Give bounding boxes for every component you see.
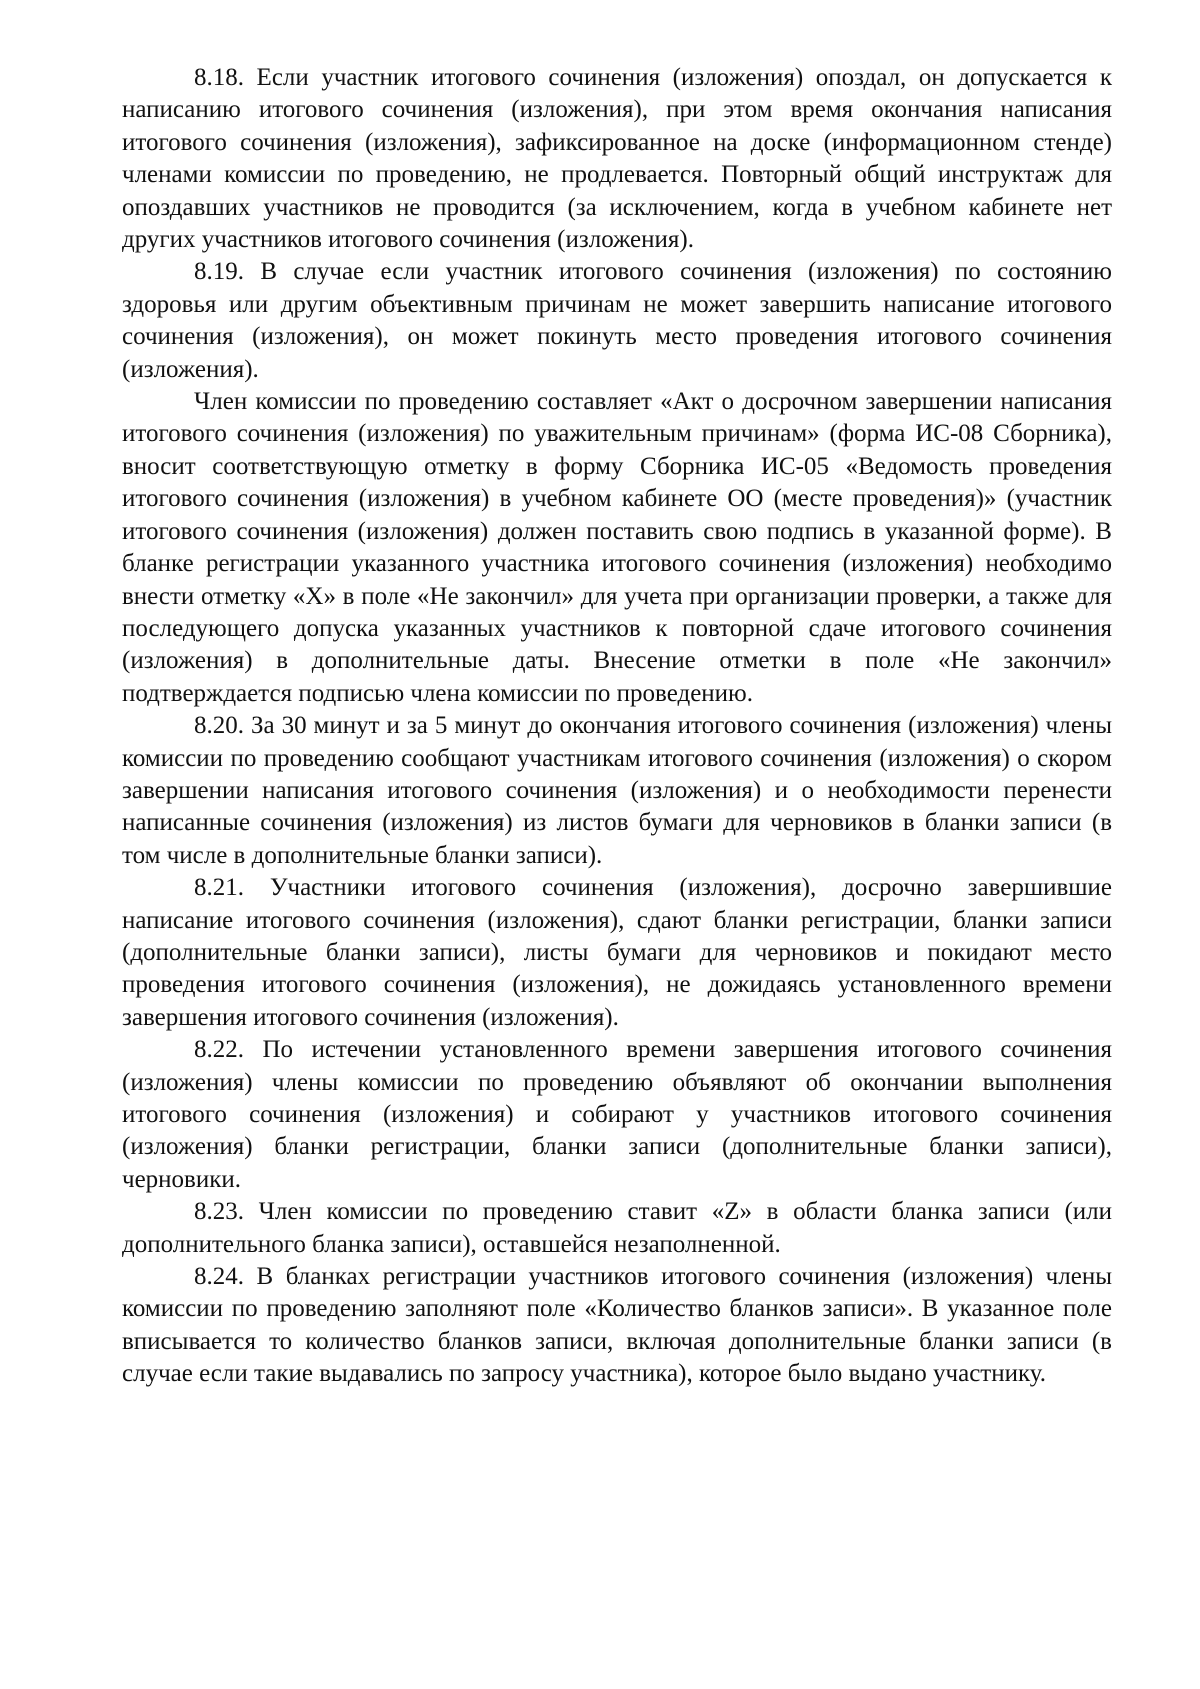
paragraph-act-early-completion: Член комиссии по проведению составляет «Акт о досрочном завершении написания итогового сочинения (изложения) по уважительным причинам» (форма ИС-08 Сборника), вносит соответствующую отметку в форму Сборника ИС-05 «Ведомость проведения итогового сочинения (изложения) в учебном кабинете ОО (месте проведения)» (участник итогового сочинения (изложения) должен поставить свою подпись в указанной форме). В бланке регистрации указанного участника итогового сочинения (изложения) необходимо внести отметку «X» в поле «Не закончил» для учета при организации проверки, а также для последующего допуска указанных участников к повторной сдаче итогового сочинения (изложения) в дополнительные даты. Внесение отметки в поле «Не закончил» подтверждается подписью члена комиссии по проведению. [122, 388, 1112, 707]
paragraph-8-19: 8.19. В случае если участник итогового сочинения (изложения) по состоянию здоровья или другим объективным причинам не может завершить написание итогового сочинения (изложения), он может покинуть место проведения итогового сочинения (изложения). [122, 258, 1112, 383]
paragraph-8-24: 8.24. В бланках регистрации участников итогового сочинения (изложения) члены комиссии по проведению заполняют поле «Количество бланков записи». В указанное поле вписывается то количество бланков записи, включая дополнительные бланки записи (в случае если такие выдавались по запросу участника), которое было выдано участнику. [122, 1263, 1112, 1388]
paragraph-8-20: 8.20. За 30 минут и за 5 минут до окончания итогового сочинения (изложения) члены комиссии по проведению сообщают участникам итогового сочинения (изложения) о скором завершении написания итогового сочинения (изложения) и о необходимости перенести написанные сочинения (изложения) из листов бумаги для черновиков в бланки записи (в том числе в дополнительные бланки записи). [122, 712, 1112, 869]
paragraph-8-23: 8.23. Член комиссии по проведению ставит «Z» в области бланка записи (или дополнительного бланка записи), оставшейся незаполненной. [122, 1198, 1112, 1258]
paragraph-8-22: 8.22. По истечении установленного времени завершения итогового сочинения (изложения) члены комиссии по проведению объявляют об окончании выполнения итогового сочинения (изложения) и собирают у участников итогового сочинения (изложения) бланки регистрации, бланки записи (дополнительные бланки записи), черновики. [122, 1036, 1112, 1193]
paragraph-8-18: 8.18. Если участник итогового сочинения (изложения) опоздал, он допускается к написанию итогового сочинения (изложения), при этом время окончания написания итогового сочинения (изложения), зафиксированное на доске (информационном стенде) членами комиссии по проведению, не продлевается. Повторный общий инструктаж для опоздавших участников не проводится (за исключением, когда в учебном кабинете нет других участников итогового сочинения (изложения). [122, 64, 1112, 254]
paragraph-8-21: 8.21. Участники итогового сочинения (изложения), досрочно завершившие написание итогового сочинения (изложения), сдают бланки регистрации, бланки записи (дополнительные бланки записи), листы бумаги для черновиков и покидают место проведения итогового сочинения (изложения), не дожидаясь установленного времени завершения итогового сочинения (изложения). [122, 874, 1112, 1031]
document-body [122, 62, 1112, 1391]
